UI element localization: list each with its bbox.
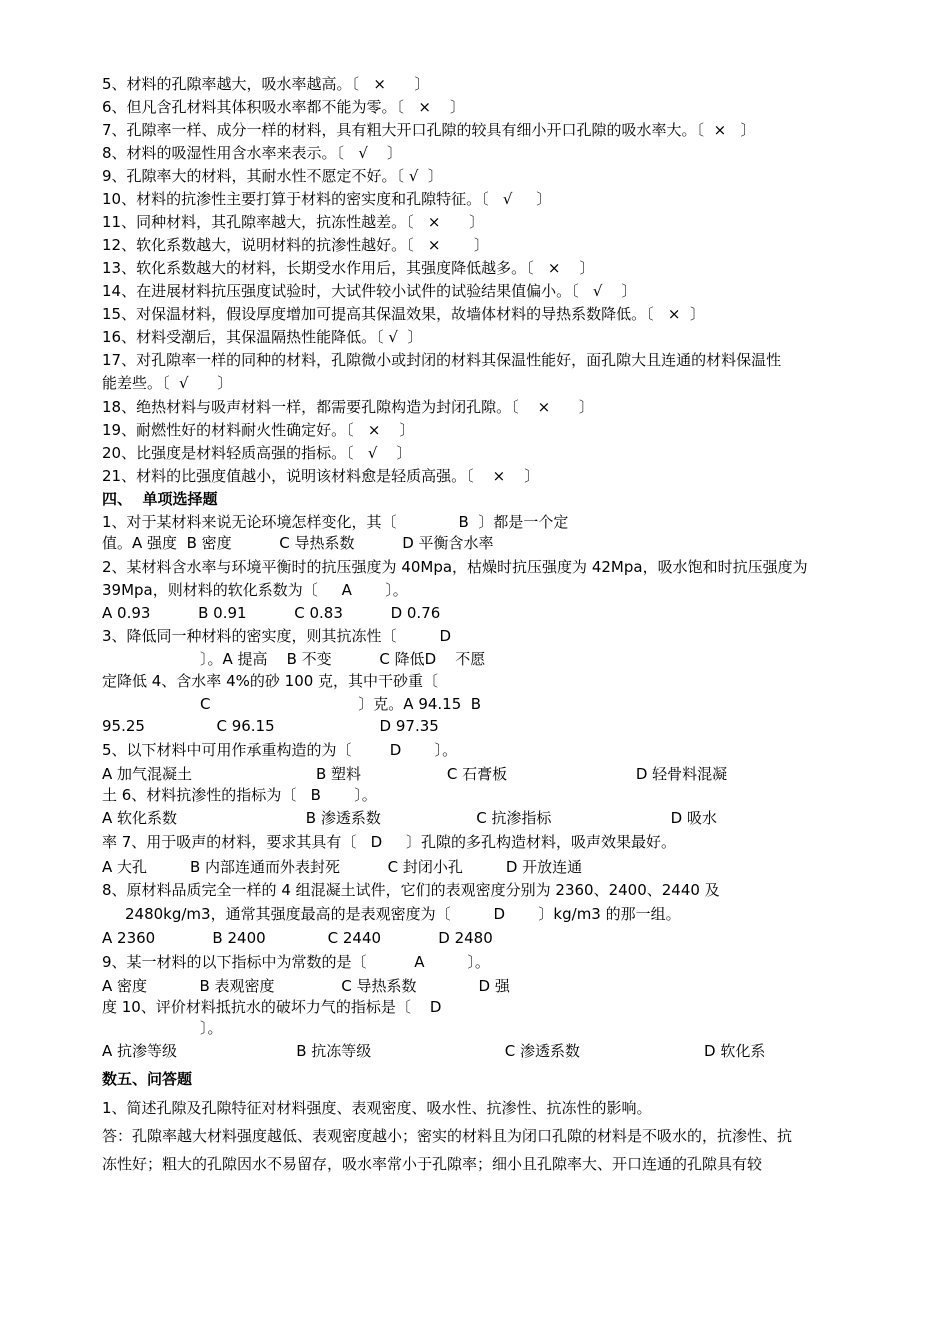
- judgement-item: 10、材料的抗渗性主要打算于材料的密实度和孔隙特征。〔 √ 〕: [102, 190, 552, 208]
- judgement-item: 能差些。〔 √ 〕: [102, 374, 233, 392]
- judgement-item: 19、耐燃性好的材料耐火性确定好。〔 × 〕: [102, 421, 415, 439]
- choice-line: 9、某一材料的以下指标中为常数的是〔 A 〕。: [102, 953, 490, 971]
- judgement-item: 6、但凡含孔材料其体积吸水率都不能为零。〔 × 〕: [102, 98, 465, 116]
- choice-line: 39Mpa，则材料的软化系数为〔 A 〕。: [102, 581, 408, 599]
- judgement-item: 17、对孔隙率一样的同种的材料，孔隙微小或封闭的材料其保温性能好，面孔隙大且连通的材料保温性: [102, 351, 782, 369]
- choice-line: 3、降低同一种材料的密实度，则其抗冻性〔 D: [102, 627, 452, 645]
- judgement-item: 11、同种材料，其孔隙率越大，抗冻性越差。〔 × 〕: [102, 213, 485, 231]
- qa-line: 答：孔隙率越大材料强度越低、表观密度越小；密实的材料且为闭口孔隙的材料是不吸水的，抗渗性、抗: [102, 1127, 793, 1145]
- choice-line: 〕。: [200, 1019, 223, 1037]
- choice-line: C 〕克。A 94.15 B: [200, 695, 482, 713]
- section-heading-qa: 数五、问答题: [102, 1070, 193, 1088]
- judgement-item: 15、对保温材料，假设厚度增加可提高其保温效果，故墙体材料的导热系数降低。〔 × 〕: [102, 305, 705, 323]
- choice-line: 定降低 4、含水率 4%的砂 100 克，其中干砂重〔: [102, 672, 439, 690]
- choice-line: 度 10、评价材料抵抗水的破坏力气的指标是〔 D: [102, 998, 442, 1016]
- qa-line: 冻性好；粗大的孔隙因水不易留存，吸水率常小于孔隙率；细小且孔隙率大、开口连通的孔隙具有较: [102, 1155, 763, 1173]
- choice-line: 2480kg/m3，通常其强度最高的是表观密度为〔 D 〕kg/m3 的那一组。: [125, 905, 681, 923]
- choice-line: A 密度 B 表观密度 C 导热系数 D 强: [102, 977, 510, 995]
- choice-line: 〕。A 提高 B 不变 C 降低D 不愿: [200, 650, 486, 668]
- judgement-item: 5、材料的孔隙率越大，吸水率越高。〔 × 〕: [102, 75, 430, 93]
- judgement-item: 16、材料受潮后，其保温隔热性能降低。〔 √ 〕: [102, 328, 423, 346]
- choice-line: 土 6、材料抗渗性的指标为〔 B 〕。: [102, 786, 377, 804]
- choice-line: A 加气混凝土 B 塑料 C 石膏板 D 轻骨料混凝: [102, 765, 728, 783]
- judgement-item: 21、材料的比强度值越小，说明该材料愈是轻质高强。〔 × 〕: [102, 467, 540, 485]
- judgement-item: 18、绝热材料与吸声材料一样，都需要孔隙构造为封闭孔隙。〔 × 〕: [102, 398, 594, 416]
- judgement-item: 9、孔隙率大的材料，其耐水性不愿定不好。〔 √ 〕: [102, 167, 443, 185]
- judgement-item: 12、软化系数越大，说明材料的抗渗性越好。〔 × 〕: [102, 236, 489, 254]
- choice-line: 2、某材料含水率与环境平衡时的抗压强度为 40Mpa，枯燥时抗压强度为 42Mpa，吸水饱和时抗压强度为: [102, 558, 808, 576]
- qa-line: 1、简述孔隙及孔隙特征对材料强度、表观密度、吸水性、抗渗性、抗冻性的影响。: [102, 1099, 652, 1117]
- judgement-item: 8、材料的吸湿性用含水率来表示。〔 √ 〕: [102, 144, 402, 162]
- judgement-item: 7、孔隙率一样、成分一样的材料，具有粗大开口孔隙的较具有细小开口孔隙的吸水率大。〔 × 〕: [102, 121, 756, 139]
- judgement-item: 14、在进展材料抗压强度试验时，大试件较小试件的试验结果值偏小。〔 √ 〕: [102, 282, 637, 300]
- section-heading-choice: 四、 单项选择题: [102, 490, 218, 508]
- choice-line: 5、以下材料中可用作承重构造的为〔 D 〕。: [102, 741, 458, 759]
- choice-line: 95.25 C 96.15 D 97.35: [102, 717, 439, 735]
- choice-line: A 抗渗等级 B 抗冻等级 C 渗透系数 D 软化系: [102, 1042, 766, 1060]
- judgement-item: 13、软化系数越大的材料，长期受水作用后，其强度降低越多。〔 × 〕: [102, 259, 595, 277]
- choice-line: 8、原材料品质完全一样的 4 组混凝土试件，它们的表观密度分别为 2360、2400、2440 及: [102, 881, 720, 899]
- choice-line: A 大孔 B 内部连通而外表封死 C 封闭小孔 D 开放连通: [102, 858, 583, 876]
- choice-line: 值。A 强度 B 密度 C 导热系数 D 平衡含水率: [102, 534, 494, 552]
- choice-line: A 软化系数 B 渗透系数 C 抗渗指标 D 吸水: [102, 809, 717, 827]
- choice-line: 率 7、用于吸声的材料，要求其具有〔 D 〕孔隙的多孔构造材料，吸声效果最好。: [102, 833, 677, 851]
- choice-line: A 2360 B 2400 C 2440 D 2480: [102, 929, 493, 947]
- choice-line: 1、对于某材料来说无论环境怎样变化，其〔 B 〕都是一个定: [102, 513, 569, 531]
- judgement-item: 20、比强度是材料轻质高强的指标。〔 √ 〕: [102, 444, 412, 462]
- choice-line: A 0.93 B 0.91 C 0.83 D 0.76: [102, 604, 441, 622]
